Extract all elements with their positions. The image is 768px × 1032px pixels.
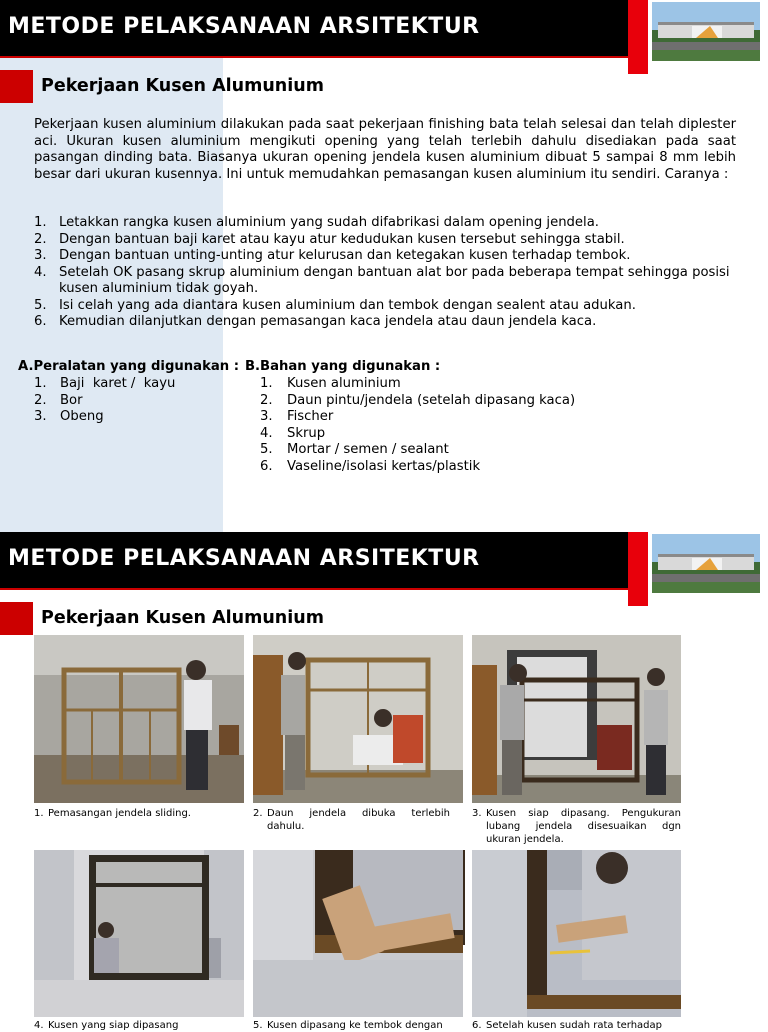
subtitle-marker <box>0 602 33 635</box>
photo-frame-fixing <box>253 850 463 1017</box>
photo-caption: 3. Kusen siap dipasang. Pengukuran lubang jendela disesuaikan dgn ukuran jendela. <box>472 808 681 845</box>
list-item: 1. Kusen aluminium <box>260 376 401 391</box>
intro-paragraph: Pekerjaan kusen aluminium dilakukan pada saat pekerjaan finishing bata telah selesai dan telah diplester aci. Ukuran kusen aluminium mengikuti opening yang telah terlebih dahulu disediakan pada saat pasangan dinding bata. Biasanya ukuran opening jendela kusen aluminium dibuat 5 sampai 8 mm lebih besar dari ukuran kusennya. Ini untuk memudahkan pemasangan kusen aluminium itu sendiri. Caranya : <box>34 117 736 182</box>
list-item: 3. Obeng <box>34 409 104 424</box>
slide-2 <box>0 532 768 1031</box>
list-item: 4. Skrup <box>260 425 326 441</box>
list-item: 6. Vaseline/isolasi kertas/plastik <box>260 458 481 474</box>
list-item: 2. Bor <box>34 392 83 408</box>
photo-frame-level <box>472 850 681 1017</box>
list-item: 3. Dengan bantuan unting-unting atur kelurusan dan ketegakan kusen terhadap tembok. <box>34 248 631 263</box>
building-thumbnail <box>652 2 760 61</box>
list-item: 5. Mortar / semen / sealant <box>260 442 449 457</box>
materials-heading: B.Bahan yang digunakan : <box>245 359 441 374</box>
section-subtitle: Pekerjaan Kusen Alumunium <box>41 76 324 96</box>
list-item: 1. Letakkan rangka kusen aluminium yang sudah difabrikasi dalam opening jendela. <box>34 215 599 230</box>
photo-caption: 4. Kusen yang siap dipasang <box>34 1020 179 1031</box>
list-item: 1. Baji karet / kayu <box>34 376 176 391</box>
header-title: METODE PELAKSANAAN ARSITEKTUR <box>8 546 480 571</box>
photo-caption: 5. Kusen dipasang ke tembok dengan <box>253 1020 443 1031</box>
header-title: METODE PELAKSANAAN ARSITEKTUR <box>8 14 480 39</box>
photo-frame-installed <box>34 850 244 1017</box>
tools-list <box>34 376 175 426</box>
photo-frame-ready <box>472 635 681 803</box>
header-red-block <box>628 0 648 74</box>
list-item: 5. Isi celah yang ada diantara kusen aluminium dan tembok dengan sealent atau adukan. <box>34 297 636 313</box>
materials-list <box>260 376 575 475</box>
section-subtitle: Pekerjaan Kusen Alumunium <box>41 608 324 628</box>
list-item: 6. Kemudian dilanjutkan dengan pemasangan kaca jendela atau daun jendela kaca. <box>34 314 597 329</box>
header-red-line <box>0 588 628 590</box>
header-red-block <box>628 532 648 606</box>
header-bar <box>0 532 643 588</box>
photo-open-window-leaf <box>253 635 463 803</box>
photo-caption: 6. Setelah kusen sudah rata terhadap <box>472 1020 663 1031</box>
header-red-line <box>0 56 628 58</box>
list-item: 3. Fischer <box>260 409 334 424</box>
photo-caption: 1. Pemasangan jendela sliding. <box>34 808 191 819</box>
procedure-steps <box>34 215 736 331</box>
header-bar <box>0 0 643 56</box>
subtitle-marker <box>0 70 33 103</box>
list-item: 2. Dengan bantuan baji karet atau kayu atur kedudukan kusen tersebut sehingga stabil. <box>34 231 625 247</box>
list-item: 2. Daun pintu/jendela (setelah dipasang kaca) <box>260 392 576 408</box>
tools-heading: A.Peralatan yang digunakan : <box>18 359 239 374</box>
photo-caption: 2. Daun jendela dibuka terlebih dahulu. <box>253 808 450 832</box>
list-item: 4. Setelah OK pasang skrup aluminium dengan bantuan alat bor pada beberapa tempat sehingga posisi kusen aluminium tidak goyah. <box>34 264 730 296</box>
photo-sliding-window <box>34 635 244 803</box>
building-thumbnail <box>652 534 760 593</box>
